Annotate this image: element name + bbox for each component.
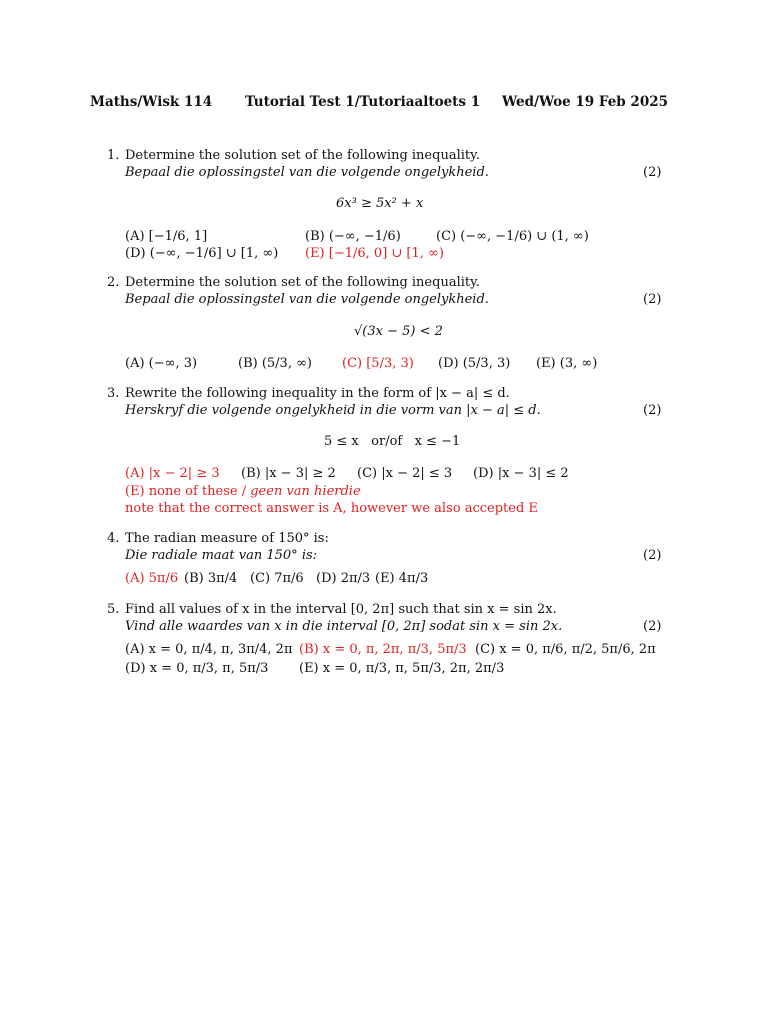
q1-option-a: (A) [−1/6, 1] [125,229,208,244]
q3-text-af: Herskryf die volgende ongelykheid in die vorm van |x − a| ≤ d. [125,403,541,418]
q2-option-c-answer: (C) [5/3, 3) [342,356,414,371]
q5-text-en: Find all values of x in the interval [0, 2π] such that sin x = sin 2x. [125,602,557,617]
q2-option-b: (B) (5/3, ∞) [238,356,312,371]
q2-option-e: (E) (3, ∞) [536,356,598,371]
q5-option-e: (E) x = 0, π/3, π, 5π/3, 2π, 2π/3 [299,661,505,676]
q1-option-b: (B) (−∞, −1/6) [305,229,401,244]
q1-option-e-answer: (E) [−1/6, 0] ∪ [1, ∞) [305,246,444,261]
q5-text-af: Vind alle waardes van x in die interval [0, 2π] sodat sin x = sin 2x. [125,619,563,634]
q3-number: 3. [107,386,120,401]
q1-marks: (2) [643,165,662,180]
q2-expression: √(3x − 5) < 2 [354,324,443,339]
q5-option-c: (C) x = 0, π/6, π/2, 5π/6, 2π [475,642,656,657]
q3-option-a-answer: (A) |x − 2| ≥ 3 [125,466,220,481]
q2-number: 2. [107,275,120,290]
q4-option-b: (B) 3π/4 [184,571,238,586]
q5-option-b-answer: (B) x = 0, π, 2π, π/3, 5π/3 [299,642,467,657]
course-code: Maths/Wisk 114 [90,94,213,110]
q4-text-af: Die radiale maat van 150° is: [125,548,318,563]
test-date: Wed/Woe 19 Feb 2025 [502,94,669,110]
q1-option-d: (D) (−∞, −1/6] ∪ [1, ∞) [125,246,279,261]
q1-text-af: Bepaal die oplossingstel van die volgende ongelykheid. [125,165,489,180]
q3-option-d: (D) |x − 3| ≤ 2 [473,466,569,481]
q1-option-c: (C) (−∞, −1/6) ∪ (1, ∞) [436,229,589,244]
q1-expression: 6x³ ≥ 5x² + x [336,196,424,211]
test-title: Tutorial Test 1/Tutoriaaltoets 1 [245,94,481,110]
q2-option-d: (D) (5/3, 3) [438,356,511,371]
q3-option-e-prefix: (E) none of these / [125,484,251,499]
q4-option-e: (E) 4π/3 [375,571,429,586]
q1-text-en: Determine the solution set of the following inequality. [125,148,480,163]
q3-option-c: (C) |x − 2| ≤ 3 [357,466,453,481]
q4-text-en: The radian measure of 150° is: [125,531,329,546]
q3-option-b: (B) |x − 3| ≥ 2 [241,466,336,481]
q5-option-d: (D) x = 0, π/3, π, 5π/3 [125,661,269,676]
q4-option-c: (C) 7π/6 [250,571,304,586]
q3-text-en: Rewrite the following inequality in the form of |x − a| ≤ d. [125,386,510,401]
q3-expression: 5 ≤ x or/of x ≤ −1 [324,434,461,449]
q5-marks: (2) [643,619,662,634]
q1-number: 1. [107,148,120,163]
q4-number: 4. [107,531,120,546]
q3-marks: (2) [643,403,662,418]
q5-option-a: (A) x = 0, π/4, π, 3π/4, 2π [125,642,293,657]
q4-marks: (2) [643,548,662,563]
q4-option-d: (D) 2π/3 [316,571,371,586]
q5-number: 5. [107,602,120,617]
q2-text-af: Bepaal die oplossingstel van die volgende ongelykheid. [125,292,489,307]
q2-marks: (2) [643,292,662,307]
q2-option-a: (A) (−∞, 3) [125,356,198,371]
q3-note: note that the correct answer is A, however we also accepted E [125,501,538,516]
q4-option-a-answer: (A) 5π/6 [125,571,179,586]
q3-option-e-answer [125,483,361,500]
q3-option-e-italic: geen van hierdie [250,484,361,499]
q2-text-en: Determine the solution set of the following inequality. [125,275,480,290]
